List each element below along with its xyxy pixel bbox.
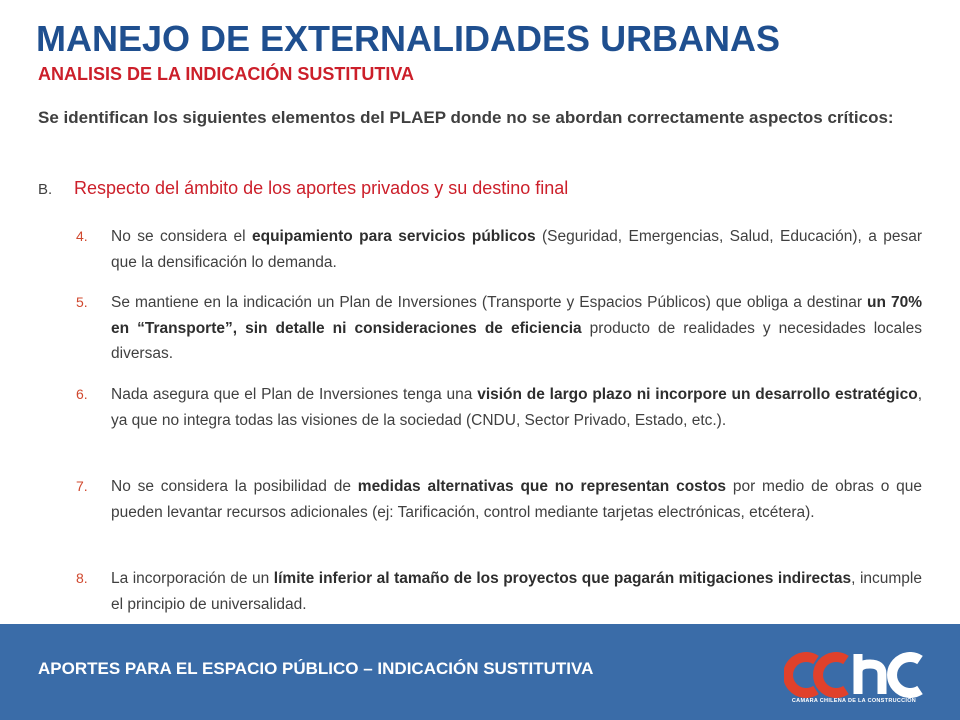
list-item-5 [76,290,922,367]
item-text: Se mantiene en la indicación un Plan de Inversiones (Transporte y Espacios Públicos) que obliga a destinar un 70% en “Transporte”, sin detalle ni consideraciones de eficiencia producto de realidades y necesidades locales diversas. [111,294,923,362]
list-item-4 [76,224,922,275]
item-number: 8. [76,570,88,586]
item-emphasis: visión de largo plazo ni incorpore un desarrollo estratégico [477,386,918,403]
item-emphasis: un 70% en “Transporte”, sin detalle ni consideraciones de eficiencia [111,294,923,337]
list-item-8 [76,566,922,617]
footer-text: APORTES PARA EL ESPACIO PÚBLICO – INDICACIÓN SUSTITUTIVA [38,659,594,678]
item-text: La incorporación de un límite inferior al tamaño de los proyectos que pagarán mitigaciones indirectas, incumple el principio de universalidad. [111,570,922,613]
item-number: 6. [76,386,88,402]
section-marker: B. [38,181,53,198]
item-number: 7. [76,478,88,494]
item-text: Nada asegura que el Plan de Inversiones tenga una visión de largo plazo ni incorpore un desarrollo estratégico, ya que no integra todas las visiones de la sociedad (CNDU, Sector Privado, Estado, etc.). [111,386,922,429]
cchc-logo-mark [784,652,924,698]
intro-paragraph: Se identifican los siguientes elementos del PLAEP donde no se abordan correctamente aspectos críticos: [38,108,894,127]
slide-title: MANEJO DE EXTERNALIDADES URBANAS [36,18,781,59]
item-emphasis: equipamiento para servicios públicos [252,228,536,245]
section-heading [38,178,918,199]
item-text: No se considera la posibilidad de medidas alternativas que no representan costos por medio de obras o que pueden levantar recursos adicionales (ej: Tarificación, control mediante tarjetas electrónicas, etcétera). [111,478,922,521]
item-emphasis: medidas alternativas que no representan costos [357,478,727,495]
footer-bar [0,624,960,720]
cchc-logo [784,652,924,710]
item-text: No se considera el equipamiento para servicios públicos (Seguridad, Emergencias, Salud, Educación), a pesar que la densificación lo demanda. [111,228,922,271]
logo-caption: CAMARA CHILENA DE LA CONSTRUCCION [791,698,917,704]
section-heading-text: Respecto del ámbito de los aportes privados y su destino final [74,178,569,198]
item-emphasis: límite inferior al tamaño de los proyectos que pagarán mitigaciones indirectas [273,570,852,587]
item-number: 5. [76,294,88,310]
item-number: 4. [76,228,88,244]
list-item-6 [76,382,922,433]
slide-subtitle: ANALISIS DE LA INDICACIÓN SUSTITUTIVA [38,64,415,84]
list-item-7 [76,474,922,525]
